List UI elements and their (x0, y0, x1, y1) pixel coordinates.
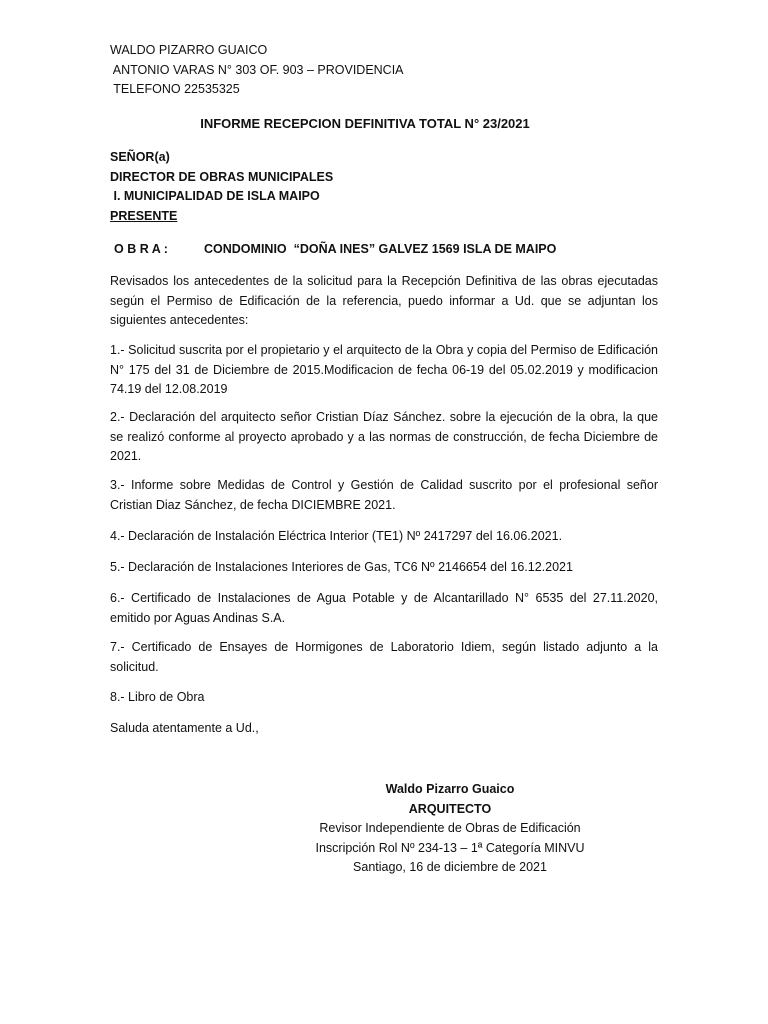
sender-name: WALDO PIZARRO GUAICO (110, 43, 268, 57)
signature-line-2: Inscripción Rol Nº 234-13 – 1ª Categoría MINVU (315, 840, 585, 855)
closing-line: Saluda atentamente a Ud., (110, 721, 259, 735)
item-7: 7.- Certificado de Ensayes de Hormigones de Laboratorio Idiem, según listado adjunto a la solicitud. (110, 640, 658, 674)
obra-line (114, 242, 556, 256)
signature-block (290, 780, 610, 878)
recipient-salutation: SEÑOR(a) (110, 150, 170, 164)
obra-value: CONDOMINIO “DOÑA INES” GALVEZ 1569 ISLA DE MAIPO (204, 242, 557, 256)
item-2: 2.- Declaración del arquitecto señor Cristian Díaz Sánchez. sobre la ejecución de la obra, la que se realizó conforme al proyecto aprobado y a las normas de construcción, de fecha Diciembre de 2021. (110, 410, 658, 463)
item-5: 5.- Declaración de Instalaciones Interiores de Gas, TC6 Nº 2146654 del 16.12.2021 (110, 560, 573, 574)
item-3: 3.- Informe sobre Medidas de Control y Gestión de Calidad suscrito por el profesional señor Cristian Diaz Sánchez, de fecha DICIEMBRE 2021. (110, 478, 658, 512)
item-4: 4.- Declaración de Instalación Eléctrica Interior (TE1) Nº 2417297 del 16.06.2021. (110, 529, 563, 543)
document-title: INFORME RECEPCION DEFINITIVA TOTAL N° 23/2021 (200, 116, 530, 131)
intro-paragraph: Revisados los antecedentes de la solicitud para la Recepción Definitiva de las obras ejecutadas según el Permiso de Edificación de la referencia, puedo informar a Ud. que se adjuntan los siguientes antecedentes: (110, 274, 658, 327)
signature-name: Waldo Pizarro Guaico (385, 782, 515, 796)
recipient-presente: PRESENTE (110, 208, 178, 223)
item-6: 6.- Certificado de Instalaciones de Agua Potable y de Alcantarillado N° 6535 del 27.11.2020, emitido por Aguas Andinas S.A. (110, 591, 658, 625)
signature-role: ARQUITECTO (408, 801, 492, 816)
recipient-institution: I. MUNICIPALIDAD DE ISLA MAIPO (110, 189, 320, 203)
item-8: 8.- Libro de Obra (110, 690, 205, 704)
document-title-row (0, 116, 768, 131)
sender-phone: TELEFONO 22535325 (110, 82, 240, 96)
signature-line-1: Revisor Independiente de Obras de Edificación (319, 821, 581, 835)
recipient-position: DIRECTOR DE OBRAS MUNICIPALES (110, 169, 334, 184)
sender-block (110, 41, 404, 100)
obra-label: O B R A : (114, 242, 168, 256)
signature-place-date: Santiago, 16 de diciembre de 2021 (353, 860, 547, 874)
item-1: 1.- Solicitud suscrita por el propietario y el arquitecto de la Obra y copia del Permiso de Edificación N° 175 del 31 de Diciembre de 2015.Modificacion de fecha 06-19 del 05.02.2019 y modificacion 74.19 del 12.08.2019 (110, 343, 658, 396)
sender-address: ANTONIO VARAS N° 303 OF. 903 – PROVIDENCIA (110, 62, 404, 77)
recipient-block (110, 148, 333, 226)
